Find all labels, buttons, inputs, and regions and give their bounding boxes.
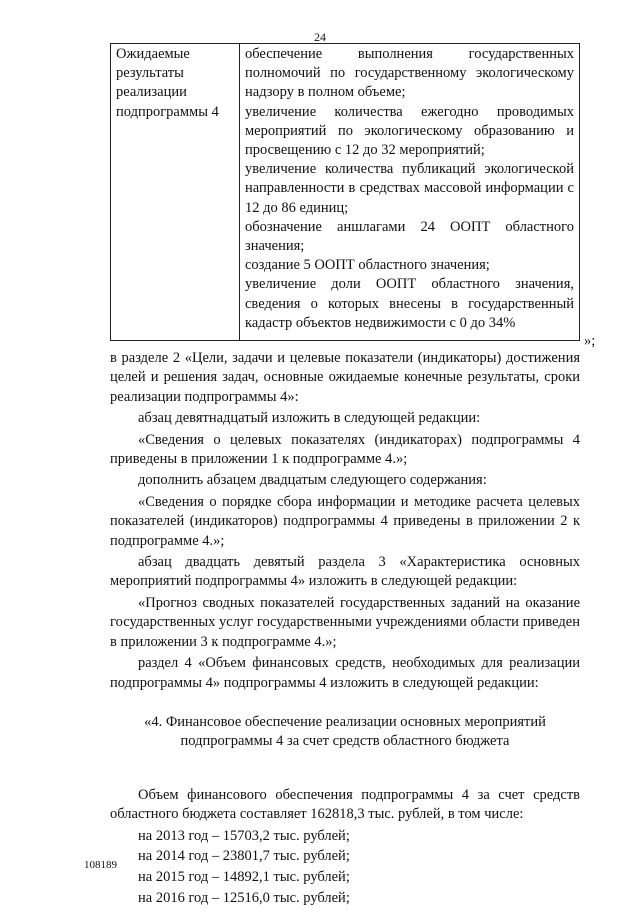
result-item: увеличение доли ООПТ областного значения, сведения о которых внесены в государственный кадастр объектов недвижимости с 0 до 34% bbox=[245, 276, 574, 331]
paragraph: «Сведения о целевых показателях (индикаторах) подпрограммы 4 приведены в приложении 1 к подпрограмме 4.»; bbox=[110, 431, 580, 468]
table-label-cell: Ожидаемые результаты реализации подпрограммы 4 bbox=[111, 44, 240, 341]
funding-paragraph: Объем финансового обеспечения подпрограммы 4 за счет средств областного бюджета составляет 162818,3 тыс. рублей, в том числе: bbox=[110, 786, 580, 823]
section-title bbox=[110, 713, 580, 752]
table-value-cell bbox=[240, 44, 580, 341]
section-title-line: подпрограммы 4 за счет средств областного бюджета bbox=[180, 733, 510, 750]
expected-results-table bbox=[110, 43, 580, 341]
paragraph: в разделе 2 «Цели, задачи и целевые показатели (индикаторы) достижения целей и решения задач, основные ожидаемые конечные результаты, сроки реализации подпрограммы 4»: bbox=[110, 350, 580, 405]
result-item: увеличение количества публикаций экологической направленности в средствах массовой информации с 12 до 86 единиц; bbox=[245, 161, 574, 216]
yearly-funding-list bbox=[138, 827, 580, 909]
paragraph: «Прогноз сводных показателей государственных заданий на оказание государственных услуг государственными учреждениями области приведен в приложении 3 к подпрограмме 4.»; bbox=[110, 594, 580, 650]
table-closing-quote: »; bbox=[584, 333, 596, 349]
paragraph: абзац двадцать девятый раздела 3 «Характеристика основных мероприятий подпрограммы 4» изложить в следующей редакции: bbox=[110, 554, 580, 590]
list-item: на 2014 год – 23801,7 тыс. рублей; bbox=[138, 848, 350, 865]
result-item: увеличение количества ежегодно проводимых мероприятий по экологическому образованию и просвещению с 12 до 32 мероприятий; bbox=[245, 103, 574, 159]
document-code: 108189 bbox=[84, 859, 117, 871]
paragraph: раздел 4 «Объем финансовых средств, необходимых для реализации подпрограммы 4» подпрограммы 4 изложить в следующей редакции: bbox=[110, 655, 580, 691]
result-item: обозначение аншлагами 24 ООПТ областного значения; bbox=[245, 218, 574, 255]
list-item: на 2013 год – 15703,2 тыс. рублей; bbox=[138, 827, 350, 844]
paragraph: дополнить абзацем двадцатым следующего содержания: bbox=[138, 472, 487, 489]
document-body bbox=[110, 349, 580, 910]
result-item: создание 5 ООПТ областного значения; bbox=[245, 257, 490, 274]
list-item: на 2016 год – 12516,0 тыс. рублей; bbox=[138, 890, 350, 907]
list-item: на 2015 год – 14892,1 тыс. рублей; bbox=[138, 869, 350, 886]
section-title-line: «4. Финансовое обеспечение реализации основных мероприятий bbox=[144, 713, 546, 730]
page-number: 24 bbox=[314, 30, 326, 44]
table-row bbox=[111, 44, 580, 341]
paragraph: абзац девятнадцатый изложить в следующей редакции: bbox=[138, 410, 481, 427]
paragraph: «Сведения о порядке сбора информации и методике расчета целевых показателей (индикаторов) подпрограммы 4 приведены в приложении 2 к подпрограмме 4.»; bbox=[110, 493, 580, 549]
result-item: обеспечение выполнения государственных полномочий по государственному экологическому надзору в полном объеме; bbox=[245, 46, 574, 101]
